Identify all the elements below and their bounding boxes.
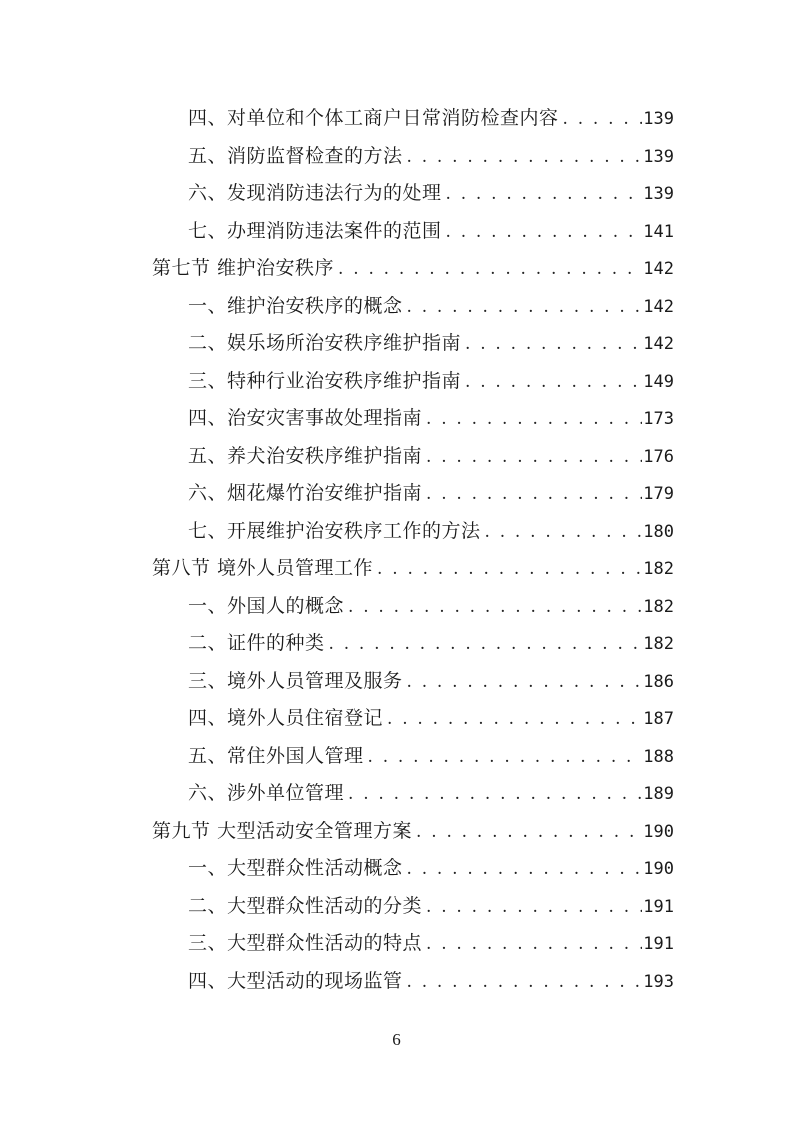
toc-entry[interactable] <box>152 138 674 176</box>
toc-dot-leader <box>344 589 642 627</box>
toc-dot-leader <box>403 289 642 327</box>
toc-entry[interactable] <box>152 400 674 438</box>
toc-dot-leader <box>403 964 642 1002</box>
toc-dot-leader <box>373 551 642 589</box>
toc-entry-page: 189 <box>643 784 674 804</box>
toc-entry-page: 149 <box>643 371 674 392</box>
toc-dot-leader <box>334 251 642 289</box>
toc-dot-leader <box>461 326 642 364</box>
toc-entry[interactable] <box>152 475 674 513</box>
toc-entry-page: 139 <box>643 146 674 167</box>
toc-entry-title: 七、办理消防违法案件的范围 <box>188 219 442 242</box>
toc-entry[interactable] <box>152 775 674 813</box>
page-number: 6 <box>392 1030 401 1049</box>
toc-entry-page: 179 <box>643 484 674 504</box>
toc-entry-title: 六、涉外单位管理 <box>188 782 345 804</box>
toc-entry-page: 182 <box>643 634 674 654</box>
toc-entry[interactable] <box>152 663 674 701</box>
toc-section-entry[interactable] <box>152 813 674 851</box>
toc-entry-title: 第九节 大型活动安全管理方案 <box>152 819 413 842</box>
toc-dot-leader <box>481 514 642 552</box>
toc-entry-page: 141 <box>643 221 674 242</box>
toc-entry[interactable] <box>152 588 674 626</box>
toc-dot-leader <box>364 739 642 777</box>
toc-entry-title: 四、境外人员住宿登记 <box>188 707 384 729</box>
toc-entry-title: 第八节 境外人员管理工作 <box>152 557 374 579</box>
toc-entry[interactable] <box>152 625 674 663</box>
toc-entry-page: 190 <box>643 859 674 879</box>
toc-entry[interactable] <box>152 850 674 888</box>
toc-dot-leader <box>422 889 642 927</box>
toc-entry-page: 190 <box>643 821 674 842</box>
toc-entry-page: 142 <box>643 259 674 279</box>
toc-entry[interactable] <box>152 963 674 1001</box>
toc-entry[interactable] <box>152 438 674 476</box>
toc-entry[interactable] <box>152 363 674 401</box>
toc-entry-title: 一、大型群众性活动概念 <box>188 857 403 879</box>
toc-dot-leader <box>383 701 642 739</box>
toc-dot-leader <box>403 851 642 889</box>
toc-entry[interactable] <box>152 925 674 963</box>
toc-dot-leader <box>442 176 642 214</box>
toc-entry-page: 186 <box>643 671 674 692</box>
toc-entry[interactable] <box>152 100 674 138</box>
toc-entry-title: 七、开展维护治安秩序工作的方法 <box>188 519 481 542</box>
toc-entry-title: 二、大型群众性活动的分类 <box>188 894 423 917</box>
toc-entry-title: 三、境外人员管理及服务 <box>188 669 403 692</box>
toc-dot-leader <box>442 214 642 252</box>
toc-entry-title: 二、娱乐场所治安秩序维护指南 <box>188 332 462 354</box>
toc-entry[interactable] <box>152 175 674 213</box>
toc-entry-page: 187 <box>643 709 674 729</box>
toc-entry-page: 191 <box>643 934 674 954</box>
toc-entry-page: 191 <box>643 896 674 917</box>
toc-dot-leader <box>461 364 642 402</box>
toc-entry-page: 193 <box>643 971 674 992</box>
toc-dot-leader <box>422 401 642 439</box>
toc-entry[interactable] <box>152 700 674 738</box>
toc-entry-page: 142 <box>643 296 674 317</box>
toc-entry-page: 142 <box>643 334 674 354</box>
toc-entry-page: 180 <box>643 521 674 542</box>
toc-entry-title: 六、烟花爆竹治安维护指南 <box>188 482 423 504</box>
toc-entry[interactable] <box>152 888 674 926</box>
toc-entry-title: 六、发现消防违法行为的处理 <box>188 182 442 204</box>
toc-entry-title: 三、特种行业治安秩序维护指南 <box>188 369 462 392</box>
toc-entry-title: 四、治安灾害事故处理指南 <box>188 407 423 429</box>
toc-entry-title: 二、证件的种类 <box>188 632 325 654</box>
toc-entry-page: 139 <box>643 109 674 129</box>
toc-entry-title: 四、大型活动的现场监管 <box>188 969 403 992</box>
toc-entry-title: 五、养犬治安秩序维护指南 <box>188 444 423 467</box>
toc-entry-page: 173 <box>643 409 674 429</box>
table-of-contents <box>152 100 674 1000</box>
toc-entry-title: 三、大型群众性活动的特点 <box>188 932 423 954</box>
toc-entry[interactable] <box>152 325 674 363</box>
toc-entry-page: 139 <box>643 184 674 204</box>
toc-entry[interactable] <box>152 213 674 251</box>
toc-dot-leader <box>422 926 642 964</box>
toc-dot-leader <box>325 626 642 664</box>
toc-entry-page: 182 <box>643 596 674 617</box>
toc-entry-title: 五、常住外国人管理 <box>188 744 364 767</box>
toc-dot-leader <box>412 814 642 852</box>
toc-dot-leader <box>422 439 642 477</box>
toc-entry-title: 四、对单位和个体工商户日常消防检查内容 <box>188 107 559 129</box>
toc-entry-page: 176 <box>643 446 674 467</box>
toc-dot-leader <box>422 476 642 514</box>
toc-entry[interactable] <box>152 513 674 551</box>
toc-dot-leader <box>559 101 642 139</box>
toc-section-entry[interactable] <box>152 550 674 588</box>
toc-entry-title: 一、外国人的概念 <box>188 594 345 617</box>
toc-dot-leader <box>344 776 642 814</box>
toc-entry-title: 第七节 维护治安秩序 <box>152 257 335 279</box>
toc-section-entry[interactable] <box>152 250 674 288</box>
toc-entry-title: 五、消防监督检查的方法 <box>188 144 403 167</box>
toc-entry-page: 182 <box>643 559 674 579</box>
toc-entry-page: 188 <box>643 746 674 767</box>
toc-entry[interactable] <box>152 738 674 776</box>
toc-entry-title: 一、维护治安秩序的概念 <box>188 294 403 317</box>
toc-dot-leader <box>403 139 642 177</box>
toc-dot-leader <box>403 664 642 702</box>
toc-entry[interactable] <box>152 288 674 326</box>
